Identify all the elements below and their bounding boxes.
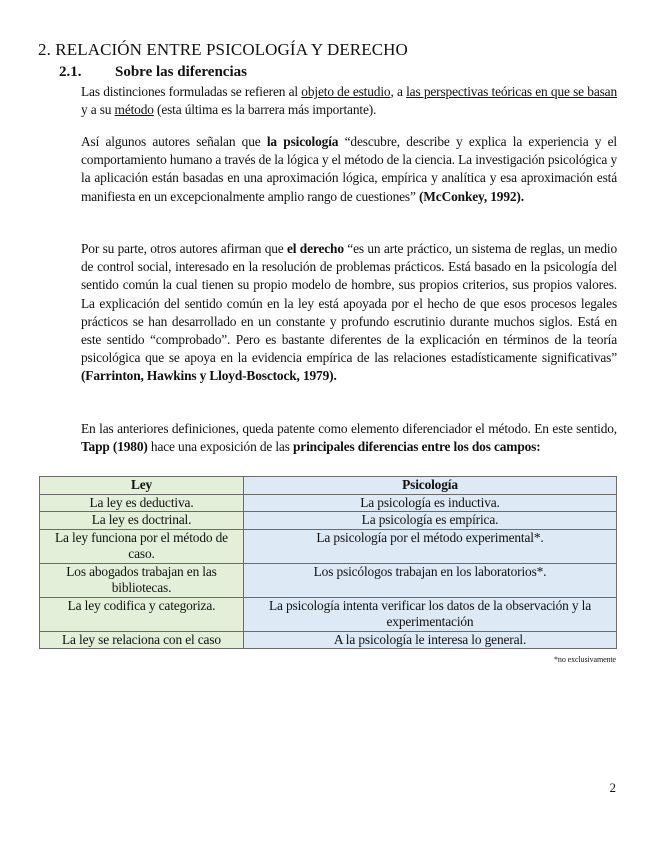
comparison-table	[39, 476, 617, 649]
table-cell-psychology: La psicología intenta verificar los datos de la observación y la experimentación	[244, 597, 617, 631]
subsection-number: 2.1.	[59, 64, 82, 80]
table-cell-psychology: La psicología es empírica.	[244, 512, 617, 530]
citation-mcconkey: (McConkey, 1992).	[418, 188, 524, 204]
table-cell-law: La ley es doctrinal.	[40, 512, 244, 530]
table-cell-psychology: La psicología por el método experimental*.	[244, 529, 617, 563]
table-cell-law: La ley es deductiva.	[40, 494, 244, 512]
citation-tapp: Tapp (1980)	[81, 439, 148, 455]
underlined-method: método	[114, 102, 154, 118]
table-cell-psychology: La psicología es inductiva.	[244, 494, 617, 512]
table-row	[40, 512, 617, 530]
subsection-title: Sobre las diferencias	[115, 64, 247, 80]
bold-main-differences: principales diferencias entre los dos campos:	[292, 439, 541, 455]
underlined-object: objeto de estudio	[301, 84, 391, 99]
table-cell-law: La ley codifica y categoriza.	[40, 597, 244, 631]
paragraph-psychology-definition: Así algunos autores señalan que la psicología “descubre, describe y explica la experiencia y el comportamiento humano a través de la lógica y el método de la ciencia. La investigación psicológica y la aplicación están basadas en una aproximación lógica, empírica y analítica y esa aproximación está manifiesta en un excepcionalmente amplio rango de cuestiones” (McConkey, 1992).	[81, 134, 617, 204]
table-cell-psychology: A la psicología le interesa lo general.	[244, 631, 617, 649]
bold-psychology: la psicología	[266, 134, 339, 149]
table-row	[40, 631, 617, 649]
table-row	[40, 529, 617, 563]
table-cell-law: La ley funciona por el método de caso.	[40, 529, 244, 563]
page-number: 2	[609, 780, 616, 795]
column-header-psychology: Psicología	[244, 477, 617, 495]
paragraph-law-definition: Por su parte, otros autores afirman que el derecho “es un arte práctico, un sistema de reglas, un medio de control social, interesado en la resolución de problemas prácticos. Está basado en la psicología del sentido común la cual tienen su propio modelo de hombre, sus propios criterios, sus propios valores. La explicación del sentido común en la ley está apoyada por el hecho de que esos procesos legales prácticos se han desarrollado en un constante y profundo escrutinio durante muchos siglos. Está en este sentido “comprobado”. Pero es bastante diferentes de la explicación en términos de la teoría psicológica que se apoya en la evidencia empírica de las relaciones estadísticamente significativas” (Farrinton, Hawkins y Lloyd-Bosctock, 1979).	[81, 241, 617, 384]
table-header-row	[40, 477, 617, 495]
table-cell-law: Los abogados trabajan en las bibliotecas.	[40, 563, 244, 597]
table-row	[40, 563, 617, 597]
underlined-perspectives: las perspectivas teóricas en que se basan	[406, 84, 618, 99]
subsection-heading	[59, 64, 247, 81]
bold-law: el derecho	[287, 241, 344, 256]
table-cell-psychology: Los psicólogos trabajan en los laboratorios*.	[244, 563, 617, 597]
table-footnote: *no exclusivamente	[554, 655, 616, 664]
paragraph-distinctions: Las distinciones formuladas se refieren al objeto de estudio, a las perspectivas teóricas en que se basan y a su método (esta última es la barrera más importante).	[81, 84, 618, 118]
citation-farrinton: (Farrinton, Hawkins y Lloyd-Bosctock, 1979).	[81, 368, 337, 384]
table-row	[40, 494, 617, 512]
table-row	[40, 597, 617, 631]
table-cell-law: La ley se relaciona con el caso	[40, 631, 244, 649]
column-header-law: Ley	[40, 477, 244, 495]
section-heading: 2. RELACIÓN ENTRE PSICOLOGÍA Y DERECHO	[38, 40, 408, 59]
paragraph-method-differences: En las anteriores definiciones, queda patente como elemento diferenciador el método. En este sentido, Tapp (1980) hace una exposición de las principales diferencias entre los dos campos:	[81, 421, 617, 455]
